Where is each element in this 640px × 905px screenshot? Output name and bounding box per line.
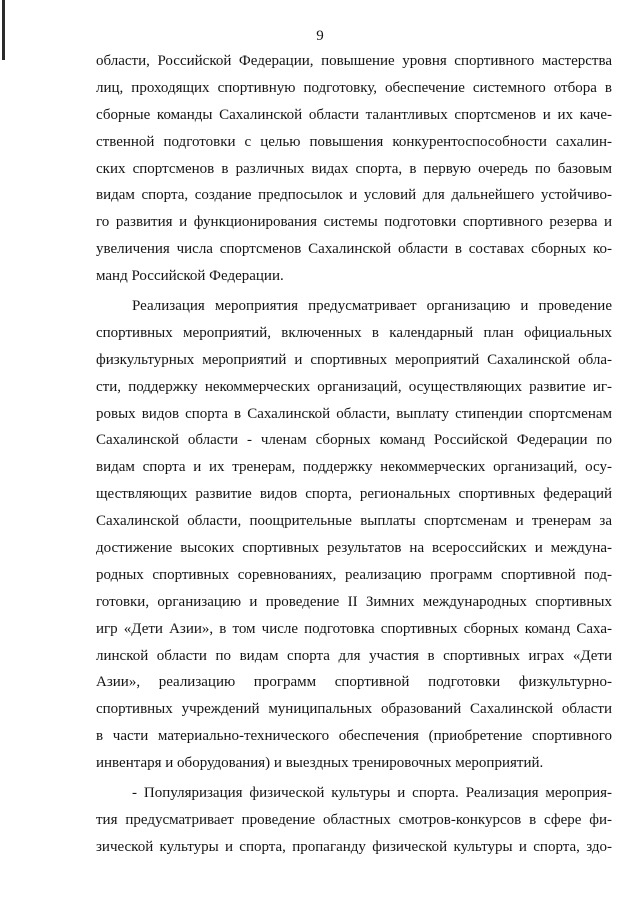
text-line: - Популяризация физической культуры и спорта. Реализация мероприя- <box>132 785 612 802</box>
text-line: видам спорта и их тренерам, поддержку некоммерческих организаций, осу- <box>96 459 612 476</box>
text-line: Реализация мероприятия предусматривает организацию и проведение <box>132 298 612 315</box>
text-line: Азии», реализацию программ спортивной подготовки физкультурно- <box>96 674 612 691</box>
text-line: сти, поддержку некоммерческих организаций, осуществляющих развитие иг- <box>96 378 612 395</box>
page-number: 9 <box>316 28 324 44</box>
text-line: в части материально-технического обеспечения (приобретение спортивного <box>96 728 612 745</box>
text-line: тия предусматривает проведение областных смотров-конкурсов в сфере фи- <box>96 811 612 828</box>
text-line: Сахалинской области - членам сборных команд Российской Федерации по <box>96 432 612 449</box>
text-line: спортивных мероприятий, включенных в календарный план официальных <box>96 324 612 341</box>
text-line: ственной подготовки с целью повышения конкурентоспособности сахалин- <box>96 133 612 150</box>
text-line: линской области по видам спорта для участия в спортивных играх «Дети <box>96 647 612 664</box>
text-line: родных спортивных соревнованиях, реализацию программ спортивной под- <box>96 566 612 583</box>
text-line: физкультурных мероприятий и спортивных мероприятий Сахалинской обла- <box>96 351 612 368</box>
text-line: достижение высоких спортивных результатов на всероссийских и междуна- <box>96 540 612 557</box>
text-line: готовки, организацию и проведение II Зимних международных спортивных <box>96 593 612 610</box>
text-line: инвентаря и оборудования) и выездных тренировочных мероприятий. <box>96 755 544 772</box>
text-line: сборные команды Сахалинской области талантливых спортсменов и их каче- <box>96 106 612 123</box>
text-line: ровых видов спорта в Сахалинской области, выплату стипендии спортсменам <box>96 405 612 422</box>
text-line: видам спорта, создание предпосылок и условий для дальнейшего устойчиво- <box>96 187 612 204</box>
body-text <box>96 48 612 861</box>
text-line: области, Российской Федерации, повышение уровня спортивного мастерства <box>96 53 612 69</box>
text-line: ществляющих развитие видов спорта, региональных спортивных федераций <box>96 486 612 503</box>
text-line: манд Российской Федерации. <box>96 268 284 285</box>
text-line: игр «Дети Азии», в том числе подготовка спортивных сборных команд Саха- <box>96 620 612 637</box>
text-line: Сахалинской области, поощрительные выплаты спортсменам и тренерам за <box>96 513 612 530</box>
text-line: спортивных учреждений муниципальных образований Сахалинской области <box>96 701 612 718</box>
text-line: го развития и функционирования системы подготовки спортивного резерва и <box>96 214 612 231</box>
text-line: ских спортсменов в различных видах спорта, в первую очередь по базовым <box>96 160 612 177</box>
text-line: зической культуры и спорта, пропаганду физической культуры и спорта, здо- <box>96 838 612 855</box>
text-line: увеличения числа спортсменов Сахалинской области в составах сборных ко- <box>96 241 612 258</box>
text-line: лиц, проходящих спортивную подготовку, обеспечение системного отбора в <box>96 79 612 96</box>
